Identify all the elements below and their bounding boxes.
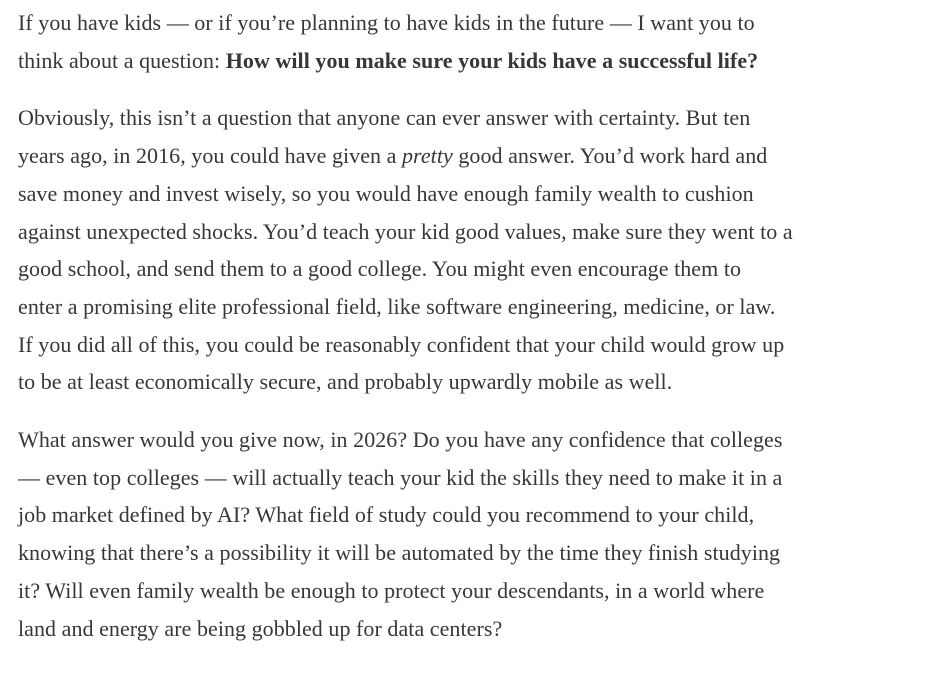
text-line (18, 288, 941, 326)
text-line (18, 213, 941, 251)
text-line (18, 534, 941, 572)
text-run: against unexpected shocks. You’d teach your kid good values, make sure they went to a (18, 218, 793, 244)
paragraph (18, 4, 941, 79)
text-run: good school, and send them to a good college. You might even encourage them to (18, 256, 742, 282)
text-line (18, 99, 941, 137)
text-run: job market defined by AI? What field of study could you recommend to your child, (18, 502, 755, 528)
text-line (18, 326, 941, 364)
text-line (18, 137, 941, 175)
text-line (18, 175, 941, 213)
paragraph (18, 99, 941, 401)
text-run: knowing that there’s a possibility it will be automated by the time they finish studying (18, 540, 781, 566)
italic-text: pretty (402, 143, 453, 169)
text-run: Obviously, this isn’t a question that anyone can ever answer with certainty. But ten (18, 105, 751, 131)
text-run: think about a question: (18, 47, 226, 73)
text-run: to be at least economically secure, and probably upwardly mobile as well. (18, 369, 673, 395)
text-line (18, 4, 941, 42)
text-run: save money and invest wisely, so you would have enough family wealth to cushion (18, 180, 754, 206)
text-line (18, 459, 941, 497)
text-line (18, 572, 941, 610)
bold-text: How will you make sure your kids have a successful life? (225, 47, 759, 73)
text-line (18, 610, 941, 648)
text-line (18, 250, 941, 288)
text-run: What answer would you give now, in 2026? Do you have any confidence that colleges (18, 427, 783, 453)
text-run: If you have kids — or if you’re planning to have kids in the future — I want you to (18, 10, 755, 35)
text-run: it? Will even family wealth be enough to protect your descendants, in a world where (18, 577, 765, 603)
text-run: good answer. You’d work hard and (452, 143, 768, 169)
text-line (18, 363, 941, 401)
text-run: years ago, in 2016, you could have given a (18, 143, 402, 169)
text-run: — even top colleges — will actually teach your kid the skills they need to make it in a (18, 464, 783, 490)
text-line (18, 496, 941, 534)
text-run: enter a promising elite professional field, like software engineering, medicine, or law. (18, 293, 776, 319)
paragraph (18, 421, 941, 647)
text-line (18, 42, 941, 80)
text-run: land and energy are being gobbled up for data centers? (18, 615, 503, 641)
text-run: If you did all of this, you could be reasonably confident that your child would grow up (18, 331, 785, 357)
text-line (18, 421, 941, 459)
